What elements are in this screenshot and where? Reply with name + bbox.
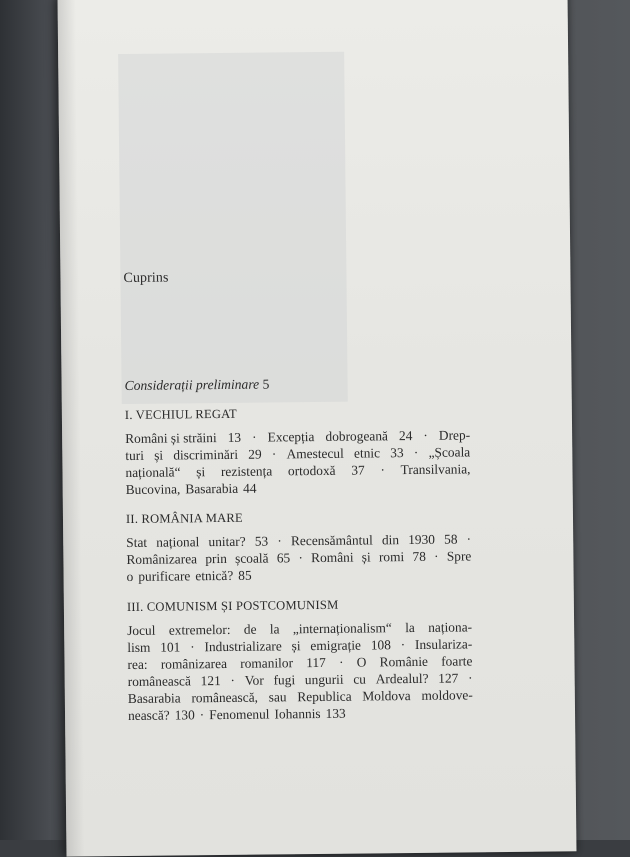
toc-word: 53 [254,533,269,549]
toc-word: Fenomenul [209,706,270,723]
toc-word: rezistența [220,463,273,480]
separator-dot: · [434,548,439,564]
toc-word: O [356,654,367,670]
toc-word: extremelor: [168,621,231,638]
preliminary-label: Considerații preliminare [124,376,260,394]
toc-word: 1930 [408,531,436,548]
toc-word: 37 [351,462,365,478]
toc-word: Iohannis [274,705,321,722]
toc-line [126,564,471,585]
toc-line [128,703,473,724]
toc-word: o [126,568,134,585]
toc-word: Români și străini [125,430,217,447]
toc-word: Drep- [438,427,471,443]
toc-word: prin [205,550,227,567]
toc-word: Republica [297,688,352,705]
section-entries [126,530,472,585]
toc-word: 24 [398,428,413,444]
toc-word: Basarabia [185,480,239,497]
section-entries [127,618,473,724]
toc-word: lism [127,639,151,655]
toc-word: romanilor [240,655,294,671]
toc-word: Transilvania, [400,461,471,478]
toc-word: național [156,534,200,550]
toc-word: 78 [412,548,426,565]
toc-word: națională“ [125,464,181,481]
toc-word: Românie [379,653,429,670]
toc-word: 101 [160,639,181,655]
section-romania-mare [126,507,472,585]
separator-dot: · [190,639,195,655]
toc-word: și [291,638,301,654]
toc-word: Excepția [267,429,315,445]
toc-word: românească [127,673,191,689]
toc-word: purificare [138,568,191,584]
toc-word: Români [311,549,354,566]
toc-word: ungurii [304,671,344,688]
separator-dot: · [466,531,472,547]
section-heading: II. ROMÂNIA MARE [125,510,243,527]
toc-word: Insulariza- [414,636,473,652]
toc-word: 133 [325,705,346,721]
toc-word: Ardealul? [375,670,429,687]
toc-word: etnică? [195,567,234,584]
separator-dot: · [298,550,303,566]
toc-word: discriminări [173,446,239,463]
separator-dot: · [271,446,277,462]
toc-line [128,686,473,707]
toc-word: Basarabia [127,690,181,706]
show-through-shadow [118,52,348,404]
toc-word: din [381,532,400,548]
separator-dot: · [230,672,236,688]
section-vechiul-regat [125,403,471,498]
preliminary-entry [124,375,269,394]
toc-word: Amestecul [286,445,344,462]
toc-line [126,547,471,568]
toc-word: de [243,621,257,637]
toc-word: românească, [191,689,259,706]
toc-word: foarte [441,653,473,669]
separator-dot: · [468,670,473,686]
book-page [58,0,577,857]
toc-word: Jocul [127,622,156,638]
toc-word: Vor [244,672,264,688]
toc-word: Spre [446,548,472,564]
toc-word: naționa- [428,619,473,635]
toc-word: emigrație [310,637,362,654]
toc-word: Bucovina, [125,481,181,498]
toc-word: 33 [390,445,404,461]
toc-word: 121 [200,673,221,689]
toc-word: Românizarea [126,551,198,568]
toc-word: moldove- [421,687,473,703]
toc-word: 44 [243,480,257,496]
toc-word: 29 [248,446,262,462]
toc-word: turi [125,447,145,464]
separator-dot: · [338,654,344,670]
toc-line [126,477,471,498]
toc-word: 130 [174,707,195,723]
toc-word: Recensământul [290,532,373,549]
toc-word: unitar? [208,533,246,550]
preliminary-page: 5 [262,376,270,392]
toc-word: Industrializare [204,638,282,655]
toc-word: romi [378,549,405,565]
separator-dot: · [413,444,419,460]
toc-word: 85 [238,567,252,583]
separator-dot: · [380,462,385,478]
toc-word: nească? [127,707,170,723]
section-comunism-postcomunism [127,595,473,724]
toc-word: etnic [353,445,381,461]
separator-dot: · [277,533,282,549]
toc-word: românizarea [160,655,228,672]
toc-word: cu [353,671,367,687]
section-heading: III. COMUNISM ȘI POSTCOMUNISM [126,597,339,615]
toc-word: și [196,464,206,480]
toc-word: fugi [273,672,296,688]
toc-word: 117 [306,654,326,671]
toc-word: 65 [276,550,291,566]
toc-line [125,460,470,481]
toc-word: la [269,621,280,637]
toc-word: 58 [444,531,458,547]
toc-word: 108 [370,637,391,653]
separator-dot: · [199,707,205,723]
toc-word: Stat [126,534,148,551]
toc-word: și [361,549,371,565]
toc-word: și [154,447,164,463]
section-heading: I. VECHIUL REGAT [124,406,237,423]
separator-dot: · [252,429,257,445]
toc-word: 13 [227,429,242,445]
toc-word: „internaționalism“ [292,620,392,637]
toc-word: la [405,619,415,636]
toc-word: Moldova [362,688,411,704]
toc-word: „Școala [428,444,471,460]
toc-word: ortodoxă [287,462,336,479]
toc-word: sau [268,689,287,705]
section-entries [125,426,471,498]
page-title: Cuprins [123,270,169,287]
separator-dot: · [400,637,406,653]
toc-word: școală [235,550,269,566]
toc-word: dobrogeană [325,428,389,444]
toc-word: 127 [438,670,459,686]
toc-word: rea: [127,656,148,672]
separator-dot: · [423,427,428,443]
